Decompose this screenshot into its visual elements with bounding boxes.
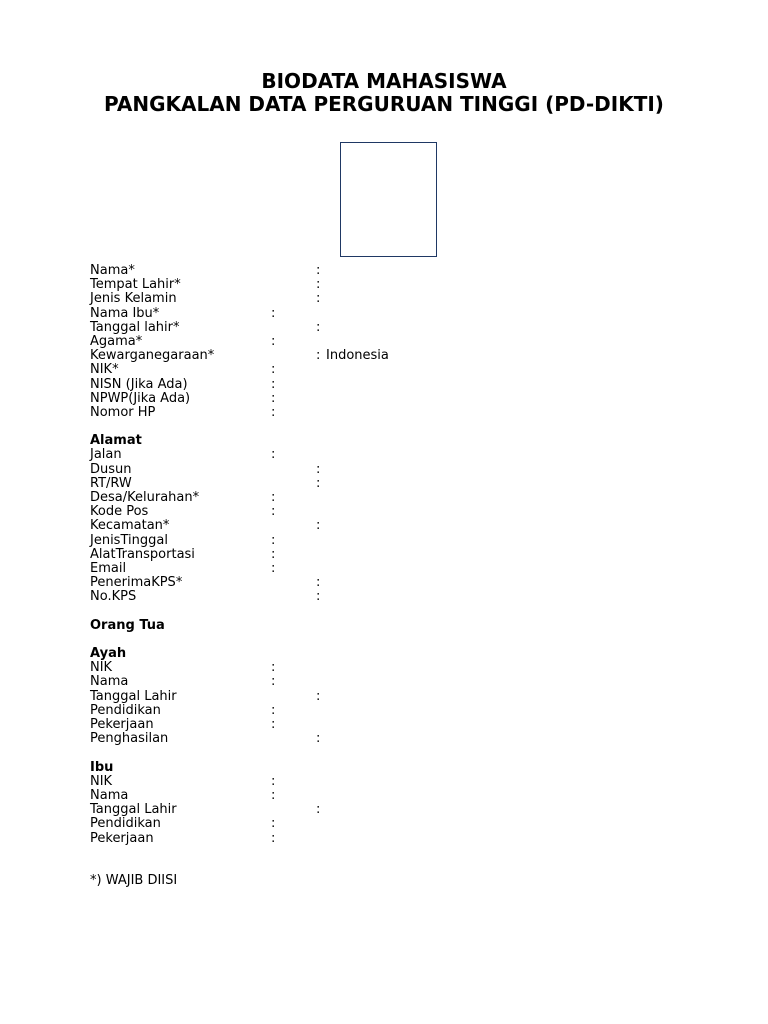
field-colon: : bbox=[316, 475, 321, 491]
form-field-row bbox=[90, 534, 690, 548]
field-colon: : bbox=[271, 674, 276, 690]
form-field-row bbox=[90, 463, 690, 477]
field-label: Nomor HP bbox=[90, 404, 156, 420]
field-colon: : bbox=[271, 773, 276, 789]
field-colon: : bbox=[271, 702, 276, 718]
form-field-row bbox=[90, 264, 690, 278]
field-colon: : bbox=[271, 490, 276, 505]
field-label: Tanggal Lahir bbox=[90, 688, 177, 704]
field-label: Penghasilan bbox=[90, 731, 169, 747]
spacer bbox=[90, 420, 690, 434]
field-colon: : bbox=[271, 362, 276, 378]
field-colon: : bbox=[316, 348, 321, 364]
form-field-row bbox=[90, 789, 690, 803]
spacer bbox=[90, 846, 690, 860]
field-label: AlatTransportasi bbox=[90, 546, 195, 562]
field-label: Pendidikan bbox=[90, 816, 161, 832]
field-colon: : bbox=[316, 319, 321, 335]
form-field-row bbox=[90, 732, 690, 746]
field-colon: : bbox=[271, 660, 276, 676]
field-label: NIK bbox=[90, 773, 113, 789]
form-field-row bbox=[90, 817, 690, 831]
form-field-row bbox=[90, 491, 690, 505]
field-colon: : bbox=[271, 717, 276, 732]
form-field-row bbox=[90, 675, 690, 689]
field-label: Dusun bbox=[90, 461, 132, 477]
field-label: Pekerjaan bbox=[90, 830, 154, 846]
field-colon: : bbox=[316, 277, 321, 293]
form-field-row bbox=[90, 321, 690, 335]
field-colon: : bbox=[316, 731, 321, 747]
field-label: NISN (Jika Ada) bbox=[90, 376, 188, 392]
form-field-row bbox=[90, 576, 690, 590]
field-colon: : bbox=[271, 504, 276, 520]
field-label: Nama bbox=[90, 674, 129, 690]
spacer bbox=[90, 746, 690, 760]
section-heading bbox=[90, 434, 690, 448]
page-subtitle: PANGKALAN DATA PERGURUAN TINGGI (PD-DIKTI) bbox=[104, 92, 664, 116]
form-field-row bbox=[90, 307, 690, 321]
field-label: PenerimaKPS* bbox=[90, 575, 183, 591]
form-field-row bbox=[90, 278, 690, 292]
section-heading-label: Ayah bbox=[90, 646, 127, 662]
section-heading bbox=[90, 647, 690, 661]
form-field-row bbox=[90, 349, 690, 363]
form-field-row bbox=[90, 704, 690, 718]
field-label: Tanggal Lahir bbox=[90, 802, 177, 818]
form-field-row bbox=[90, 775, 690, 789]
field-label: Pendidikan bbox=[90, 702, 161, 718]
biodata-form bbox=[90, 264, 690, 888]
field-label: Email bbox=[90, 560, 127, 576]
section-heading-label: Orang Tua bbox=[90, 617, 165, 633]
form-field-row bbox=[90, 548, 690, 562]
field-colon: : bbox=[271, 390, 276, 406]
form-field-row bbox=[90, 562, 690, 576]
form-field-row bbox=[90, 392, 690, 406]
form-field-row bbox=[90, 363, 690, 377]
field-colon: : bbox=[316, 575, 321, 591]
field-colon: : bbox=[271, 305, 276, 321]
field-label: NIK bbox=[90, 660, 113, 676]
field-colon: : bbox=[271, 376, 276, 392]
field-colon: : bbox=[271, 830, 276, 846]
form-field-row bbox=[90, 477, 690, 491]
field-colon: : bbox=[271, 787, 276, 803]
field-colon: : bbox=[271, 447, 276, 463]
section-heading bbox=[90, 761, 690, 775]
field-colon: : bbox=[271, 532, 276, 548]
required-note bbox=[90, 874, 690, 888]
field-label: JenisTinggal bbox=[90, 532, 168, 548]
page-title: BIODATA MAHASISWA bbox=[261, 69, 507, 93]
field-label: Nama* bbox=[90, 263, 135, 278]
form-field-row bbox=[90, 803, 690, 817]
field-label: Kewarganegaraan* bbox=[90, 348, 215, 364]
section-heading-label: Alamat bbox=[90, 433, 142, 449]
field-label: Tempat Lahir* bbox=[90, 277, 181, 293]
field-colon: : bbox=[316, 291, 321, 307]
form-field-row bbox=[90, 718, 690, 732]
field-colon: : bbox=[316, 589, 321, 605]
form-field-row bbox=[90, 505, 690, 519]
form-field-row bbox=[90, 378, 690, 392]
form-field-row bbox=[90, 690, 690, 704]
field-colon: : bbox=[316, 461, 321, 477]
field-label: Agama* bbox=[90, 333, 143, 349]
field-colon: : bbox=[316, 802, 321, 818]
form-field-row bbox=[90, 406, 690, 420]
field-label: No.KPS bbox=[90, 589, 137, 605]
form-field-row bbox=[90, 448, 690, 462]
form-field-row bbox=[90, 292, 690, 306]
form-field-row bbox=[90, 519, 690, 533]
form-field-row bbox=[90, 590, 690, 604]
field-label: RT/RW bbox=[90, 475, 132, 491]
required-note-text: *) WAJIB DIISI bbox=[90, 873, 178, 889]
field-colon: : bbox=[271, 560, 276, 576]
field-colon: : bbox=[271, 333, 276, 349]
field-label: Pekerjaan bbox=[90, 717, 154, 732]
field-colon: : bbox=[316, 518, 321, 534]
field-label: Kode Pos bbox=[90, 504, 149, 520]
field-label: NPWP(Jika Ada) bbox=[90, 390, 191, 406]
spacer bbox=[90, 860, 690, 874]
field-value[interactable]: Indonesia bbox=[326, 348, 389, 364]
spacer bbox=[90, 605, 690, 619]
section-heading bbox=[90, 619, 690, 633]
field-colon: : bbox=[316, 263, 321, 278]
section-heading-label: Ibu bbox=[90, 759, 114, 775]
spacer bbox=[90, 633, 690, 647]
form-field-row bbox=[90, 335, 690, 349]
field-colon: : bbox=[271, 404, 276, 420]
form-field-row bbox=[90, 832, 690, 846]
field-label: Desa/Kelurahan* bbox=[90, 490, 200, 505]
field-label: Jalan bbox=[90, 447, 122, 463]
field-colon: : bbox=[316, 688, 321, 704]
field-label: Tanggal lahir* bbox=[90, 319, 180, 335]
field-label: Nama bbox=[90, 787, 129, 803]
field-label: Jenis Kelamin bbox=[90, 291, 177, 307]
form-field-row bbox=[90, 661, 690, 675]
field-label: Kecamatan* bbox=[90, 518, 170, 534]
field-colon: : bbox=[271, 816, 276, 832]
field-label: NIK* bbox=[90, 362, 119, 378]
photo-placeholder bbox=[340, 142, 437, 257]
field-colon: : bbox=[271, 546, 276, 562]
field-label: Nama Ibu* bbox=[90, 305, 160, 321]
